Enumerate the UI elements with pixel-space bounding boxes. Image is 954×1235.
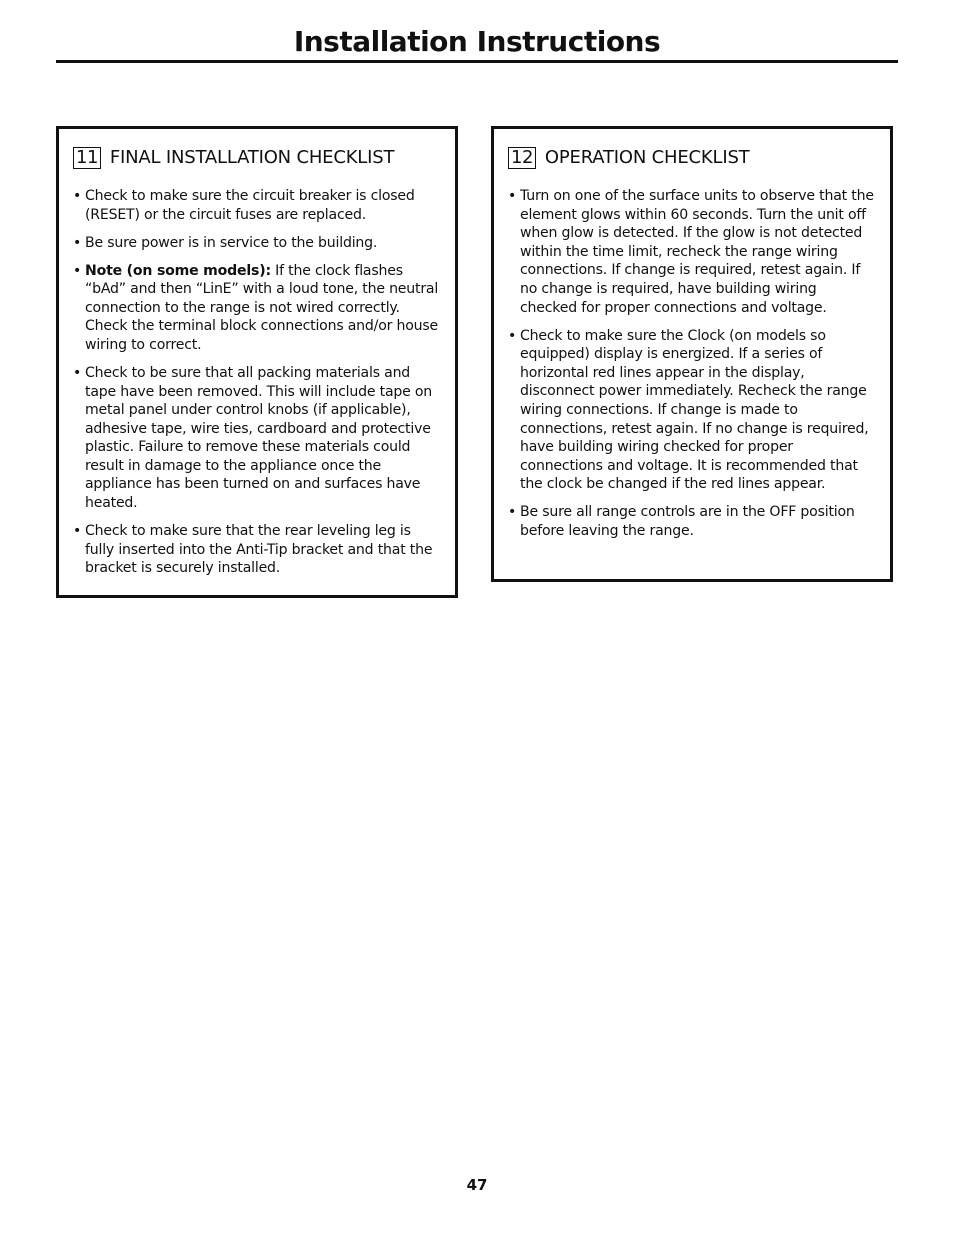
final-installation-checklist-box <box>56 126 458 598</box>
list-item: • Check to make sure that the rear leveling leg is fully inserted into the Anti-Tip bracket and that the bracket is securely installed. <box>73 522 441 578</box>
note-text: If the clock flashes “bAd” and then “LinE” with a loud tone, the neutral connection to the range is not wired correctly. Check the terminal block connections and/or house wiring to correct. <box>85 262 439 353</box>
note-label: Note (on some models): <box>85 262 271 279</box>
operation-checklist-heading <box>508 146 876 170</box>
final-installation-checklist-heading <box>73 146 441 170</box>
list-item: • Be sure power is in service to the building. <box>73 234 441 253</box>
operation-checklist-box <box>491 126 893 582</box>
list-item-note <box>73 262 441 355</box>
page-title: Installation Instructions <box>293 25 661 58</box>
list-item: • Be sure all range controls are in the OFF position before leaving the range. <box>508 503 876 540</box>
step-number-12: 12 <box>508 147 536 169</box>
title-rule <box>56 60 898 63</box>
final-installation-checklist-title: FINAL INSTALLATION CHECKLIST <box>109 147 395 168</box>
list-item: • Check to make sure the Clock (on models so equipped) display is energized. If a series of horizontal red lines appear in the display, disconnect power immediately. Recheck the range wiring connections. If change is made to connections, retest again. If no change is required, have building wiring checked for proper connections and voltage. It is recommended that the clock be changed if the red lines appear. <box>508 327 876 494</box>
list-item: • Check to be sure that all packing materials and tape have been removed. This will include tape on metal panel under control knobs (if applicable), adhesive tape, wire ties, cardboard and protective plastic. Failure to remove these materials could result in damage to the appliance once the appliance has been turned on and surfaces have heated. <box>73 364 441 513</box>
list-item: • Check to make sure the circuit breaker is closed (RESET) or the circuit fuses are replaced. <box>73 187 441 224</box>
operation-checklist-list <box>508 187 876 540</box>
list-item: • Turn on one of the surface units to observe that the element glows within 60 seconds. Turn the unit off when glow is detected. If the glow is not detected within the time limit, recheck the range wiring connections. If change is required, retest again. If no change is required, have building wiring checked for proper connections and voltage. <box>508 187 876 317</box>
step-number-11: 11 <box>73 147 101 169</box>
page-number: 47 <box>466 1176 488 1194</box>
final-installation-checklist-list <box>73 187 441 578</box>
operation-checklist-title: OPERATION CHECKLIST <box>544 147 750 168</box>
